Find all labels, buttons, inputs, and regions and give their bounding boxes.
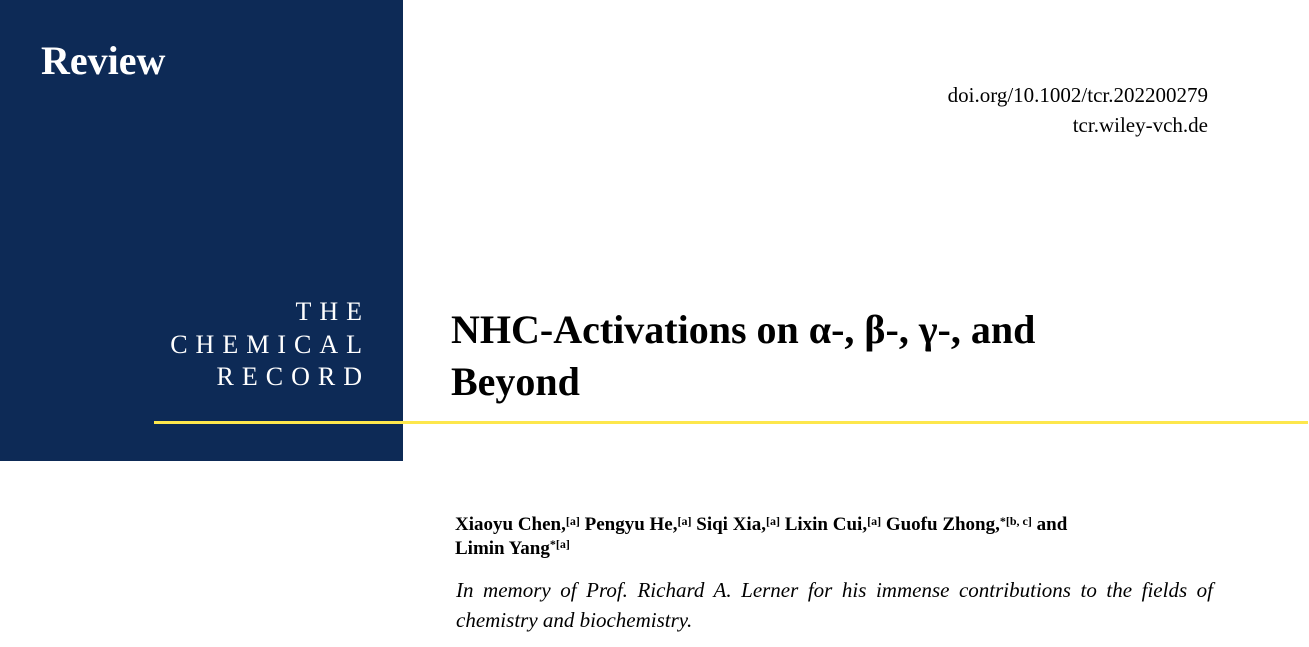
- author-name: Guofu Zhong,: [881, 514, 1000, 535]
- author-line: [455, 537, 1067, 561]
- article-title: [451, 304, 1035, 408]
- title-line: NHC-Activations on α-, β-, γ-, and: [451, 307, 1036, 352]
- accent-divider-rule: [154, 421, 1308, 424]
- author-name: Xiaoyu Chen,: [455, 514, 566, 535]
- author-name: Limin Yang: [455, 537, 550, 559]
- review-label: Review: [41, 38, 166, 83]
- journal-name-line: THE: [295, 297, 370, 326]
- title-line: Beyond: [451, 359, 580, 404]
- author-affiliation-sup: [a]: [677, 513, 692, 528]
- author-list: [455, 513, 1067, 560]
- dedication-line: In memory of Prof. Richard A. Lerner for his immense contributions to the fields of: [456, 578, 1213, 602]
- author-name: Lixin Cui,: [779, 514, 868, 535]
- journal-name-line: RECORD: [216, 362, 370, 391]
- journal-name-line: CHEMICAL: [170, 329, 370, 359]
- author-name: Pengyu He,: [579, 514, 678, 535]
- journal-website-link[interactable]: tcr.wiley-vch.de: [1072, 113, 1208, 137]
- author-name: and: [1031, 514, 1068, 535]
- doi-link[interactable]: doi.org/10.1002/tcr.202200279: [947, 83, 1208, 107]
- author-affiliation-sup: [a]: [765, 513, 780, 528]
- doi-block: [948, 80, 1208, 140]
- author-affiliation-sup: *[b, c]: [999, 513, 1032, 528]
- author-affiliation-sup: *[a]: [549, 537, 570, 552]
- author-affiliation-sup: [a]: [565, 513, 580, 528]
- masthead-panel: [0, 0, 403, 461]
- author-affiliation-sup: [a]: [867, 513, 882, 528]
- author-line: [455, 513, 1067, 537]
- author-name: Siqi Xia,: [691, 514, 766, 535]
- dedication-line: chemistry and biochemistry.: [456, 607, 693, 632]
- dedication: [456, 576, 1213, 635]
- journal-name: [170, 296, 370, 394]
